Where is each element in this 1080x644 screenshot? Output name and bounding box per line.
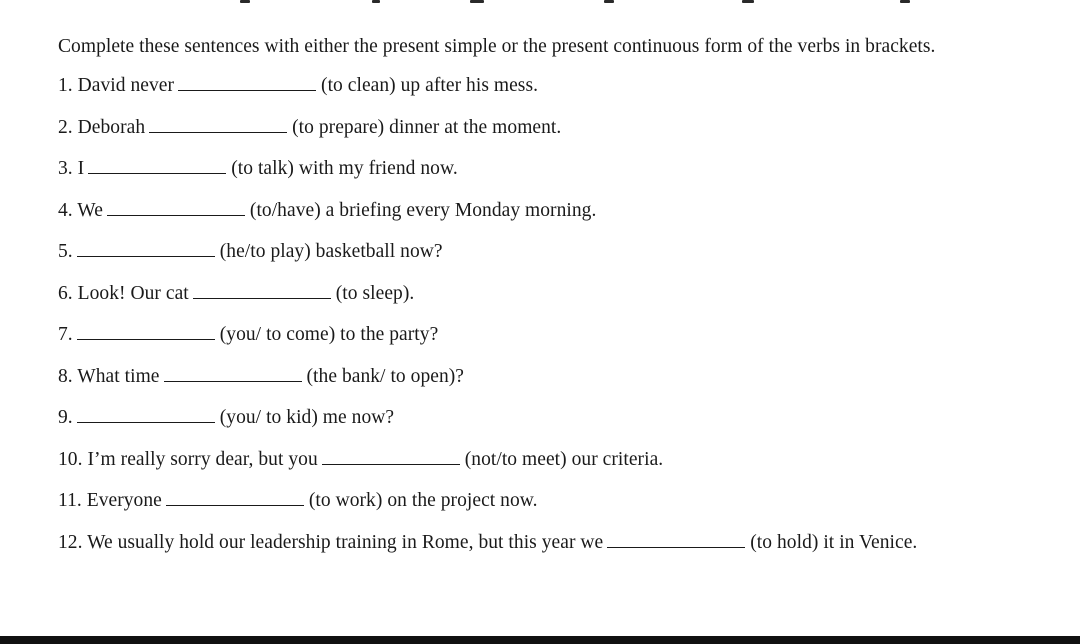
answer-blank [193, 297, 331, 299]
sentence-suffix: (to/have) a briefing every Monday morning. [249, 199, 597, 221]
answer-blank [164, 380, 302, 382]
answer-blank [88, 172, 226, 174]
answer-blank [178, 89, 316, 91]
sentence-prefix: 7. [58, 324, 73, 345]
answer-blank [322, 463, 460, 465]
sentence-item-10 [58, 447, 998, 472]
sentence-item-11 [58, 488, 998, 513]
sentence-item-3 [58, 156, 998, 181]
sentence-item-12 [58, 530, 998, 555]
sentence-prefix: 12. We usually hold our leadership training in Rome, but this year we [58, 531, 604, 553]
sentence-prefix: 2. Deborah [58, 116, 146, 138]
answer-blank [607, 546, 745, 548]
sentence-suffix: (to hold) it in Venice. [750, 531, 918, 553]
sentence-item-8 [58, 364, 998, 389]
sentence-prefix: 5. [58, 241, 73, 262]
worksheet [58, 33, 998, 571]
sentence-suffix: (he/to play) basketball now? [219, 241, 443, 262]
sentence-item-4 [58, 198, 998, 223]
sentence-suffix: (to talk) with my friend now. [231, 158, 458, 179]
sentence-item-6 [58, 281, 998, 306]
answer-blank [77, 338, 215, 340]
sentence-suffix: (to sleep). [335, 282, 415, 304]
sentence-prefix: 11. Everyone [58, 490, 162, 511]
sentence-prefix: 8. What time [58, 365, 160, 387]
answer-blank [149, 131, 287, 133]
sentence-suffix: (to work) on the project now. [308, 490, 538, 511]
sentence-prefix: 1. David never [58, 75, 175, 96]
sentence-prefix: 10. I’m really sorry dear, but you [58, 448, 318, 470]
bottom-edge-bar [0, 636, 1080, 644]
answer-blank [166, 504, 304, 506]
sentence-suffix: (to prepare) dinner at the moment. [292, 116, 562, 138]
answer-blank [77, 421, 215, 423]
answer-blank [107, 214, 245, 216]
sentence-item-9 [58, 405, 998, 430]
sentence-prefix: 4. We [58, 199, 103, 221]
sentence-suffix: (to clean) up after his mess. [321, 75, 539, 96]
sentence-prefix: 9. [58, 407, 73, 428]
sentence-suffix: (you/ to come) to the party? [219, 324, 439, 345]
cropped-title-remnant [0, 0, 1080, 6]
sentence-suffix: (the bank/ to open)? [306, 365, 465, 387]
sentence-prefix: 3. I [58, 158, 85, 179]
sentence-item-2 [58, 115, 998, 140]
sentence-item-1 [58, 73, 998, 98]
instructions-text: Complete these sentences with either the present simple or the present continuous form of the verbs in brackets. [58, 36, 936, 57]
sentence-suffix: (not/to meet) our criteria. [464, 448, 664, 470]
answer-blank [77, 255, 215, 257]
sentence-suffix: (you/ to kid) me now? [219, 407, 395, 428]
sentence-item-7 [58, 322, 998, 347]
sentence-prefix: 6. Look! Our cat [58, 282, 189, 304]
sentence-item-5 [58, 239, 998, 264]
